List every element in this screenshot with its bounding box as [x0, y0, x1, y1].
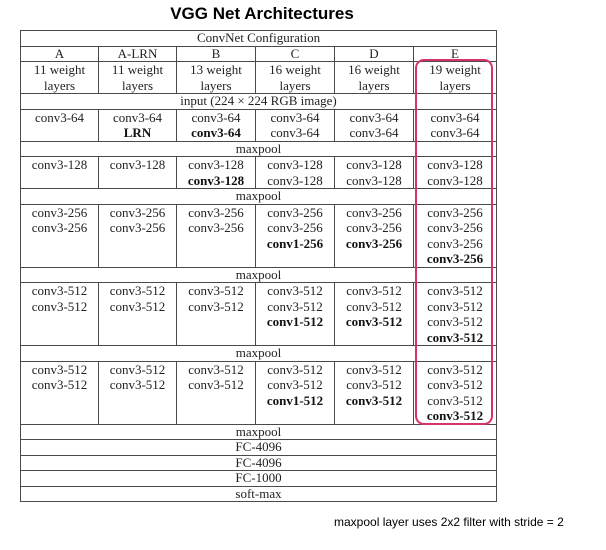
layer-label: conv3-256: [427, 235, 483, 251]
weight-line: layers: [121, 77, 154, 93]
layer-label: conv3-256: [267, 204, 323, 220]
layer-cell: [99, 157, 177, 189]
column-name: E: [414, 46, 497, 62]
column-name: C: [256, 46, 335, 62]
layer-label: LRN: [123, 125, 152, 140]
layer-cell: [21, 157, 99, 189]
layer-label: conv3-256: [188, 220, 244, 235]
layer-cell: [335, 109, 414, 141]
layer-label: conv3-512: [267, 377, 323, 392]
layer-label: conv3-512: [427, 361, 483, 377]
layer-cell: [256, 157, 335, 189]
layer-label: conv3-512: [346, 298, 402, 314]
layer-cell: [256, 109, 335, 141]
layer-label: conv3-64: [349, 125, 399, 140]
layer-label: conv3-512: [427, 314, 483, 329]
layer-label: conv3-512: [109, 361, 166, 377]
layer-label: conv1-512: [266, 392, 324, 408]
layer-cell: [177, 204, 256, 267]
layer-cell: [99, 361, 177, 424]
layer-label: conv3-512: [427, 283, 483, 298]
layer-label: conv3-256: [346, 220, 402, 235]
layer-label: conv3-512: [427, 298, 483, 314]
layer-label: conv3-128: [109, 157, 166, 172]
layer-label: conv3-256: [31, 220, 88, 235]
layer-label: conv3-512: [31, 298, 88, 314]
page-title: VGG Net Architectures: [170, 4, 354, 23]
input-row: input (224 × 224 RGB image): [21, 94, 497, 110]
maxpool-row: maxpool: [21, 267, 497, 283]
layer-label: conv3-128: [187, 172, 245, 188]
layer-label: conv3-256: [427, 220, 483, 235]
layer-label: conv3-64: [349, 109, 399, 125]
maxpool-row: maxpool: [21, 424, 497, 440]
weight-line: 19 weight: [429, 62, 481, 77]
layer-cell: [177, 283, 256, 346]
layer-cell: [177, 109, 256, 141]
layer-cell: [177, 361, 256, 424]
weight-line: 11 weight: [33, 62, 86, 77]
column-name: D: [335, 46, 414, 62]
layer-cell: [21, 361, 99, 424]
layer-cell: [21, 109, 99, 141]
layer-label: conv3-512: [267, 283, 323, 298]
layer-label: conv3-128: [427, 172, 483, 188]
layer-label: conv3-256: [346, 204, 402, 220]
layer-label: conv3-512: [31, 377, 88, 392]
layer-label: conv3-512: [346, 361, 402, 377]
weight-cell: [21, 62, 99, 94]
layer-label: conv3-512: [346, 283, 402, 298]
layer-cell: [99, 283, 177, 346]
layer-label: conv3-256: [427, 204, 483, 220]
layer-label: conv3-512: [426, 408, 484, 423]
layer-label: conv3-512: [188, 377, 244, 392]
layer-label: conv3-64: [191, 109, 241, 125]
layer-label: conv3-128: [267, 157, 323, 172]
layer-label: conv3-512: [109, 283, 166, 298]
weight-line: layers: [200, 77, 232, 93]
column-name: A-LRN: [99, 46, 177, 62]
layer-label: conv3-64: [191, 125, 241, 140]
layer-label: conv3-512: [188, 361, 244, 377]
weight-line: 16 weight: [348, 62, 400, 77]
maxpool-row: maxpool: [21, 346, 497, 362]
layer-label: conv1-512: [266, 314, 324, 329]
layer-cell: [256, 204, 335, 267]
weight-line: layers: [439, 77, 471, 93]
layer-label: conv3-64: [112, 109, 163, 125]
layer-label: conv3-64: [34, 109, 85, 125]
layer-label: conv3-512: [427, 392, 483, 408]
layer-label: conv3-256: [426, 251, 484, 266]
maxpool-row: maxpool: [21, 189, 497, 205]
layer-label: conv3-512: [31, 283, 88, 298]
layer-cell: [21, 283, 99, 346]
footnote: maxpool layer uses 2x2 filter with stride = 2: [334, 515, 564, 529]
maxpool-row: maxpool: [21, 141, 497, 157]
layer-label: conv3-512: [188, 298, 244, 314]
column-name: B: [177, 46, 256, 62]
weight-line: 13 weight: [190, 62, 242, 77]
layer-cell: [21, 204, 99, 267]
layer-label: conv3-512: [346, 377, 402, 392]
layer-label: conv3-128: [31, 157, 88, 172]
layer-cell: [99, 109, 177, 141]
table-header: ConvNet Configuration: [21, 31, 497, 47]
layer-label: conv3-128: [346, 157, 402, 172]
layer-label: conv3-256: [188, 204, 244, 220]
fc-layer-row: FC-1000: [21, 471, 497, 487]
layer-cell: [335, 157, 414, 189]
fc-layer-row: soft-max: [21, 486, 497, 502]
layer-label: conv3-512: [427, 377, 483, 392]
layer-label: conv3-128: [267, 172, 323, 188]
layer-label: conv3-256: [109, 220, 166, 235]
layer-label: conv3-64: [430, 109, 480, 125]
layer-label: conv3-512: [109, 298, 166, 314]
weight-line: 11 weight: [111, 62, 164, 77]
layer-label: conv3-512: [188, 283, 244, 298]
fc-layer-row: FC-4096: [21, 440, 497, 456]
weight-line: 16 weight: [269, 62, 321, 77]
layer-label: conv3-256: [345, 235, 403, 251]
weight-line: layers: [279, 77, 311, 93]
layer-label: conv3-512: [109, 377, 166, 392]
layer-cell: [256, 361, 335, 424]
weight-line: layers: [43, 77, 76, 93]
layer-label: conv3-64: [270, 109, 320, 125]
layer-label: conv3-512: [267, 298, 323, 314]
column-e-highlight: [415, 59, 493, 425]
layer-label: conv3-512: [426, 329, 484, 345]
layer-label: conv3-512: [31, 361, 88, 377]
weight-cell: [335, 62, 414, 94]
layer-label: conv3-256: [109, 204, 166, 220]
layer-label: conv3-128: [427, 157, 483, 172]
layer-label: conv3-512: [345, 392, 403, 408]
layer-label: conv3-128: [188, 157, 244, 172]
layer-label: conv3-256: [267, 220, 323, 235]
layer-cell: [335, 283, 414, 346]
layer-label: conv3-256: [31, 204, 88, 220]
layer-label: conv3-512: [267, 361, 323, 377]
fc-layer-row: FC-4096: [21, 455, 497, 471]
layer-cell: [335, 361, 414, 424]
weight-cell: [256, 62, 335, 94]
weight-cell: [177, 62, 256, 94]
column-name: A: [21, 46, 99, 62]
layer-label: conv1-256: [266, 235, 324, 251]
layer-cell: [177, 157, 256, 189]
layer-label: conv3-128: [346, 172, 402, 188]
layer-label: conv3-64: [270, 125, 320, 140]
layer-cell: [335, 204, 414, 267]
weight-cell: [99, 62, 177, 94]
weight-line: layers: [358, 77, 390, 93]
layer-cell: [256, 283, 335, 346]
layer-label: conv3-64: [430, 125, 480, 140]
layer-label: conv3-512: [345, 314, 403, 329]
layer-cell: [99, 204, 177, 267]
